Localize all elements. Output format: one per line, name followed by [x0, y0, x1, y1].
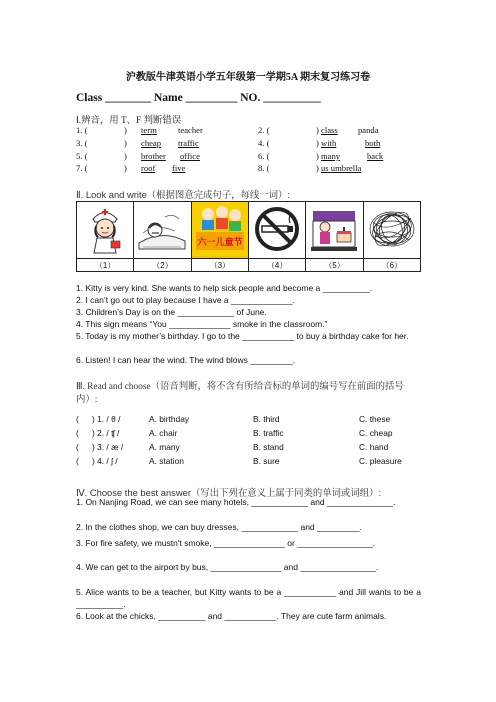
part1-items: 1. ( ) term teacher 2. ( ) class panda 3. ( ) cheap traffic 4. ( ) with both 5. ( ) brother office 6. ( ) many back 7. ( ) roof five 8. ( ) us umbrella	[76, 125, 384, 174]
part2-header: Ⅱ. Look and write（根据图意完成句子，每线一词）:	[76, 189, 291, 200]
part4-header: Ⅳ. Choose the best answer（写出下列在意义上属于同类的单词或词组）:	[76, 487, 382, 498]
part4-sentence: 5. Alice wants to be a teacher, but Kitty wants to be a ___________ and Jill wants to be a __________.	[76, 587, 421, 609]
picture-shop-birthday	[306, 202, 363, 259]
part1-header: Ⅰ.辨音，用 T、F 判断错误	[76, 116, 182, 126]
picture-label: （4）	[248, 259, 305, 272]
part2-sentence: 6. Listen! I can hear the wind. The wind blows _________.	[76, 355, 296, 365]
picture-no-smoking-sign	[248, 202, 305, 259]
part2-sentence: 4. This sign means “You _____________ smoke in the classroom.”	[76, 319, 328, 329]
picture-wind	[363, 202, 420, 259]
sick-child-icon	[135, 203, 189, 255]
picture-label: （2）	[134, 259, 191, 272]
part2-sentence: 2. I can’t go out to play because I have a _____________.	[76, 295, 295, 305]
picture-nurse	[77, 202, 134, 259]
picture-sick-child	[134, 202, 191, 259]
no-smoking-icon	[252, 204, 302, 254]
class-name-number-line: Class ________ Name _________ NO. __________	[76, 92, 321, 104]
part4-sentence: 2. In the clothes shop, we can buy dresses, ____________ and _________.	[76, 522, 362, 532]
wind-scribble-icon	[365, 204, 419, 254]
picture-table	[76, 201, 421, 272]
part4-sentence: 4. We can get to the airport by bus, _______________ and ________________.	[76, 562, 379, 572]
page-title: 沪教版牛津英语小学五年级第一学期5A 期末复习练习卷	[125, 72, 371, 83]
picture-label: （6）	[363, 259, 420, 272]
picture-label: （5）	[306, 259, 363, 272]
part2-sentence: 5. Today is my mother’s birthday. I go to the ___________ to buy a birthday cake for her.	[76, 331, 409, 341]
part3-rows: ( ) 1. / θ / A. birthday B. third C. these ( ) 2. / ʧ / A. chair B. traffic C. cheap ( ) 3. / æ / A. many B. stand C. hand ( ) 4. / ʃ / A. station B. sure C. pleasure	[76, 414, 402, 466]
part4-sentence: 3. For fire safety, we mustn't smoke, _______________ or ________________.	[76, 538, 376, 548]
svg-text:六一儿童节: 六一儿童节	[197, 238, 243, 248]
picture-label: （1）	[77, 259, 134, 272]
picture-childrens-day-poster	[191, 202, 248, 259]
part3-header: Ⅲ. Read and choose（语音判断，将不含有所给音标的单词的编号写在前面的括号内）:	[76, 382, 404, 405]
cake-shop-icon	[307, 203, 361, 255]
part4-sentence: 1. On Nanjing Road, we can see many hotels, ____________ and ______________.	[76, 497, 396, 507]
part2-sentence: 1. Kitty is very kind. She wants to help sick people and become a __________.	[76, 283, 373, 293]
nurse-icon	[80, 203, 130, 255]
part2-sentence: 3. Children’s Day is on the ____________ of June.	[76, 307, 267, 317]
childrens-day-poster-icon	[192, 202, 248, 256]
part4-sentence: 6. Look at the chicks, __________ and ___________. They are cute farm animals.	[76, 611, 387, 621]
picture-label: （3）	[191, 259, 248, 272]
